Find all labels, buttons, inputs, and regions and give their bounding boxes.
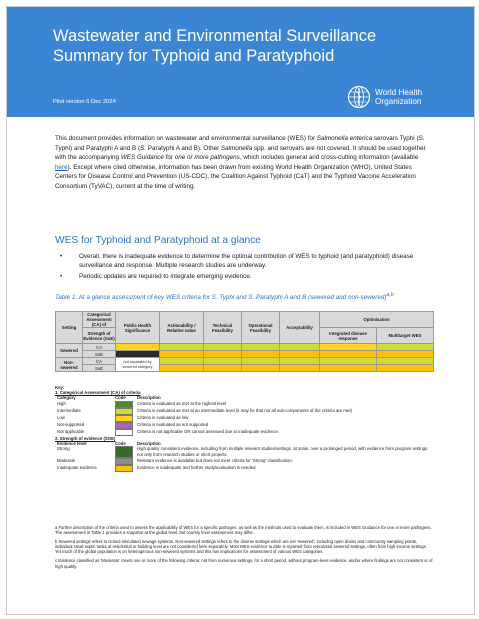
inadequate-swatch [115,465,133,472]
ca-key-table [55,395,433,435]
rating-cell [242,344,280,351]
col-setting: Setting [56,312,83,344]
col-optimisation: Optimisation [320,312,434,328]
rating-cell [204,358,242,365]
col-technical: Technical Feasibility [204,312,242,344]
key-label: Moderate [57,458,76,464]
intro-text: Paratyphi A and B). Other [146,144,220,152]
row-code: CA [83,344,116,351]
who-wordmark-line-1: World Health [375,88,423,97]
footnote-c: c Evidence classified as 'Moderate' meets one or more of the following criteria: not from numerous settings, for a short period, without program-level evidence, and/or where findings are not consistent or of high quality. [55,558,433,569]
intermediate-swatch [115,408,133,415]
strong-swatch [115,446,133,458]
col-actionability: Actionability / Relative value [160,312,204,344]
bullet-text: Overall, there is inadequate evidence to determine the optimal contribution of WES to typhoid (and paratyphoid) disease surveillance and response. Multiple research studies are underway. [79,253,414,270]
key-desc: Criteria is evaluated as met at the highest level [137,400,227,406]
key-swatch-cell [113,415,135,422]
row-code: SoE [83,351,116,358]
soe-col-description: Description [137,441,161,447]
intro-text: , which includes general and cross-cutting information (available [239,154,419,162]
who-logo [347,85,467,111]
evidence-cell [320,365,377,372]
rating-cell [377,344,434,351]
evidence-cell [242,351,280,358]
intro-text: ). Except where cited otherwise, information has been drawn from existing World Health Organization (WHO), United States Centers for Disease Control and Prevention (US-CDC), the Coalition Against Typhoid (CaT) and the Typhoid Vaccine Acceleration Consortium (TyVAC), current at the time of writing. [55,163,416,190]
evidence-cell [320,351,377,358]
guidance-link[interactable]: here [55,163,68,171]
key-row [55,401,433,408]
table-row [56,358,434,365]
table-caption [55,291,435,302]
evidence-cell [204,365,242,372]
evidence-cell [280,351,320,358]
intro-text: This document provides information on wastewater and environmental surveillance (WES) for [55,135,316,142]
key-col-description: Description [137,395,161,401]
key-title: Key: [55,385,65,390]
key-row [55,465,433,472]
key-desc: High quality consistent evidence, including from multiple relevant studies/settings, at scale, over a prolonged period, with evidence from program settings, not only from research studies or short projects. [137,446,429,457]
key-label: Not applicable [57,428,85,434]
evidence-cell [377,365,434,372]
key-swatch-cell [113,458,135,465]
key-desc: Criteria is evaluated as not supported [137,421,209,427]
key-row [55,415,433,422]
row-code: CA [83,358,116,365]
soe-heading: 2. Strength of evidence (SOE) [55,435,116,441]
col-integrated: Integrated disease response [320,328,377,344]
key-col-code: Code [115,395,126,401]
key-row [55,408,433,415]
key-label: Intermediate [57,407,81,413]
intro-italic: Salmonella [220,144,253,152]
low-swatch [115,415,133,422]
intro-italic: Salmonella enterica [316,135,373,142]
who-wordmark-line-2: Organization [375,97,422,106]
rating-cell [160,358,204,365]
key-desc: Evidence is inadequate and further study/evaluation is needed [137,465,256,471]
evidence-cell [242,365,280,372]
table-caption-footnote: a,b [386,292,394,298]
rating-cell [242,358,280,365]
key-desc: Criteria is not applicable OR cannot assessed due to inadequate evidence [137,428,278,434]
footnote-a: a Further description of the criteria used to assess the applicability of WES for a specific pathogen, as well as the methods used to evaluate them, is included in WES Guidance for one or more pathogens. The assessment in Table 1 provides a snapshot at the global level, but country level assessment may differ. [55,525,432,536]
intro-italic: Guidance for one or more pathogens [136,154,240,162]
section-heading: WES for Typhoid and Paratyphoid at a glance [55,235,261,246]
soe-col-level: Evidence level [57,441,87,447]
table-caption-text: Table 1: At a glance assessment of key WES criteria for S. Typhi and S. Paratyphi A and B (sewered and non-sewered) [55,294,387,302]
document-title [53,26,376,66]
bullet-text: Periodic updates are required to integrate emerging evidence. [79,272,252,280]
intro-italic: WES [120,154,136,162]
key-swatch-cell [113,429,135,436]
key-swatch-cell [113,401,135,408]
evidence-cell [160,351,204,358]
key-label: Not-supported [57,421,85,427]
intro-paragraph [55,134,433,192]
bullet-icon: • [60,272,63,280]
who-emblem-icon [347,85,371,109]
col-public-health: Public Health Significance [116,312,160,344]
key-row [55,422,433,429]
row-code: SoE [83,365,116,372]
key-desc: Criteria is evaluated as met at an intermediate level (it may be that not all sub-components of the criteria are met) [137,407,352,413]
key-label: Low [57,414,65,420]
table-row [56,351,434,358]
key-row [55,458,433,465]
rating-cell [160,344,204,351]
header-banner [7,7,474,117]
version-date: Pilot version 6 Dec 2024 [53,99,116,105]
rating-cell [320,358,377,365]
rating-cell [377,358,434,365]
rating-cell [280,344,320,351]
assessment-table [55,311,434,372]
col-strength: Strength of Evidence (SoE) [83,328,116,344]
not-applicable-swatch [115,429,133,436]
key-swatch-cell [113,422,135,429]
bullet-icon: • [60,253,63,260]
key-col-category: Category [57,395,76,401]
row-non-sewered: Non-sewered [56,358,83,372]
table-row [56,365,434,372]
col-acceptability: Acceptability [280,312,320,344]
not-separated-note: not separated by sewered category [116,358,160,372]
not-supported-swatch [115,422,133,429]
key-row [55,446,433,458]
col-operational: Operational Feasibility [242,312,280,344]
list-item [55,252,435,271]
key-label: Inadequate evidence [57,465,97,471]
high-swatch [115,401,133,408]
rating-cell [204,344,242,351]
table-row [56,344,434,351]
ca-heading: 1. Categorical Assessment (CA) of criteria [55,390,141,396]
key-desc: Criteria is evaluated as low [137,414,189,420]
col-cat-assess: Categorical Assessment (CA) of [83,312,116,328]
intro-italic: S. [140,144,147,152]
who-wordmark [375,88,422,106]
col-multitarget: Multitarget WES [377,328,434,344]
intro-italic: S. [418,135,425,142]
key-swatch-cell [113,408,135,415]
evidence-cell [280,365,320,372]
soe-key-table [55,441,433,472]
intro-text: serovars Typhi ( [372,135,419,142]
key-swatch-cell [113,465,135,472]
evidence-cell [160,365,204,372]
key-desc: Relevant evidence is available but does not meet criteria for 'Strong' classification. [137,458,293,464]
intro-text: spp. and serovars are not covered. It should be used together with the accompanying [55,144,426,162]
footnote-b: b Sewered settings refers to closed reticulated sewage systems. Non-sewered settings refers to the diverse settings which are not 'sewered', including open drains and community sampling points, individual small septic tanks at residential or building level are not considered here separately. Most WES evidence to date is reported from reticulated sewered settings, often from high-income settings. Yet much of the global population is on heterogenous non-sewered systems and this has implications for assessment of various WES categories. [55,539,427,555]
evidence-cell [377,351,434,358]
title-line-2: Summary for Typhoid and Paratyphoid [53,47,335,65]
footnotes [55,525,433,573]
list-item [55,272,435,281]
document-page [6,6,475,615]
key-label: Strong [57,446,70,452]
rating-cell [280,358,320,365]
rating-cell [320,344,377,351]
summary-bullets [55,252,435,282]
key-row [55,429,433,436]
intro-text: Typhi) and Paratyphi A and B ( [55,144,141,152]
key-swatch-cell [113,446,135,458]
evidence-cell [116,351,160,358]
row-sewered: Sewered [56,344,83,358]
evidence-cell [204,351,242,358]
soe-col-code: Code [115,441,126,447]
title-line-1: Wastewater and Environmental Surveillance [53,27,377,45]
legend-key [55,385,435,472]
key-label: High [57,400,66,406]
moderate-swatch [115,458,133,465]
rating-cell [116,344,160,351]
